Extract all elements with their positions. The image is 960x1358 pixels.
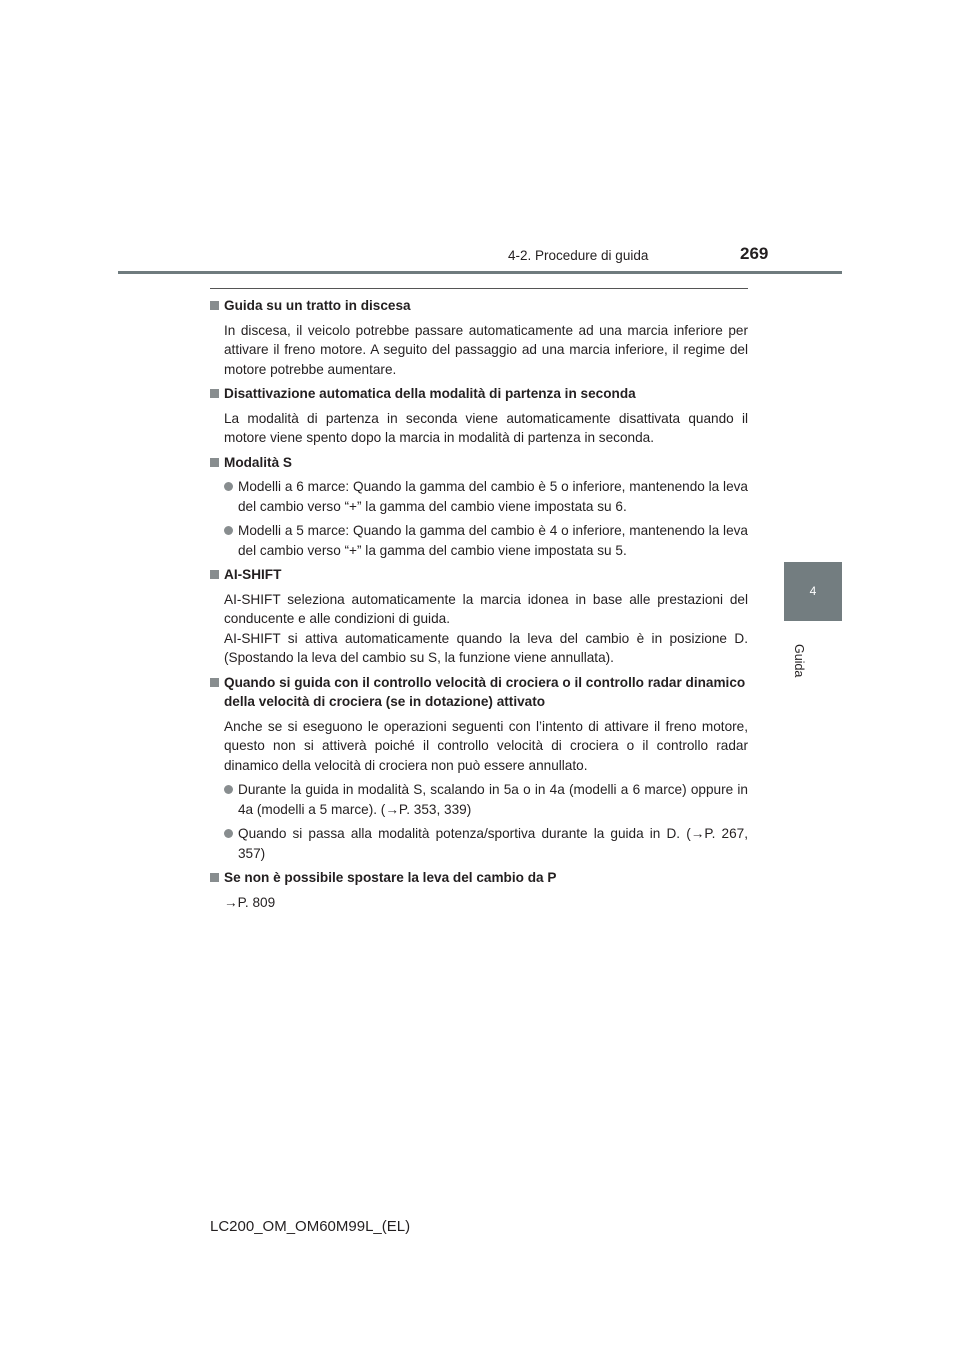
- page-number: 269: [740, 244, 769, 263]
- paragraph: La modalità di partenza in seconda viene automaticamente disattivata quando il motore viene spento dopo la marcia in modalità di partenza in seconda.: [224, 410, 748, 445]
- section: [210, 384, 748, 448]
- square-bullet-icon: [210, 389, 219, 398]
- header-rule: [118, 271, 842, 274]
- document-code-footer: LC200_OM_OM60M99L_(EL): [210, 1218, 411, 1235]
- section-title: Guida su un tratto in discesa: [224, 298, 411, 313]
- list-item-text: Modelli a 5 marce: Quando la gamma del cambio è 4 o inferiore, mantenendo la leva del cambio verso “+” la gamma del cambio viene impostata su 5.: [238, 523, 748, 558]
- section: [210, 565, 748, 668]
- section-heading: [210, 296, 748, 316]
- chapter-label: Guida: [792, 644, 806, 678]
- section: [210, 673, 748, 864]
- list-item: [210, 780, 748, 819]
- section-heading: [210, 868, 748, 888]
- round-bullet-icon: [224, 829, 233, 838]
- list-item-text: Quando si passa alla modalità potenza/sportiva durante la guida in D. (→P. 267, 357): [238, 826, 748, 861]
- section-title: Quando si guida con il controllo velocità di crociera o il controllo radar dinamico della velocità di crociera (se in dotazione) attivato: [224, 674, 746, 709]
- square-bullet-icon: [210, 301, 219, 310]
- section-title: Modalità S: [224, 454, 292, 470]
- section-title: Se non è possibile spostare la leva del cambio da P: [224, 870, 557, 885]
- list-item-text: Modelli a 6 marce: Quando la gamma del cambio è 5 o inferiore, mantenendo la leva del cambio verso “+” la gamma del cambio viene impostata su 6.: [238, 479, 748, 514]
- list-item: [210, 477, 748, 516]
- list-item: [210, 824, 748, 863]
- section-heading: [210, 565, 748, 585]
- section-heading: [210, 453, 748, 473]
- section-heading: [210, 673, 748, 712]
- list-item-text: Durante la guida in modalità S, scalando in 5a o in 4a (modelli a 6 marce) oppure in 4a (modelli a 5 marce). (→P. 353, 339): [238, 782, 748, 817]
- round-bullet-icon: [224, 482, 233, 491]
- paragraph: Anche se si eseguono le operazioni seguenti con l’intento di attivare il freno motore, questo non si attiverà poiché il controllo velocità di crociera o il controllo radar dinamico della velocità di crociera non può essere annullato.: [224, 718, 748, 773]
- section-heading: [210, 384, 748, 404]
- section: [210, 296, 748, 379]
- round-bullet-icon: [224, 526, 233, 535]
- paragraph: →P. 809: [224, 894, 276, 910]
- running-header-section: 4-2. Procedure di guida: [508, 248, 649, 263]
- square-bullet-icon: [210, 458, 219, 467]
- section: [210, 868, 748, 912]
- section: [210, 453, 748, 561]
- list-item: [210, 521, 748, 560]
- square-bullet-icon: [210, 873, 219, 882]
- square-bullet-icon: [210, 678, 219, 687]
- paragraph: AI-SHIFT seleziona automaticamente la marcia idonea in base alle prestazioni del conducente e alle condizioni di guida. AI-SHIFT si attiva automaticamente quando la leva del cambio è in posizione D. (Spostando la leva del cambio su S, la funzione viene annullata).: [224, 591, 748, 665]
- chapter-tab: 4: [784, 562, 842, 621]
- round-bullet-icon: [224, 785, 233, 794]
- paragraph: In discesa, il veicolo potrebbe passare automaticamente ad una marcia inferiore per attivare il freno motore. A seguito del passaggio ad una marcia inferiore, il regime del motore potrebbe aumentare.: [224, 322, 748, 377]
- square-bullet-icon: [210, 570, 219, 579]
- page-content: [210, 296, 748, 917]
- section-divider: [210, 288, 748, 289]
- section-title: AI-SHIFT: [224, 567, 282, 582]
- section-title: Disattivazione automatica della modalità di partenza in seconda: [224, 386, 636, 401]
